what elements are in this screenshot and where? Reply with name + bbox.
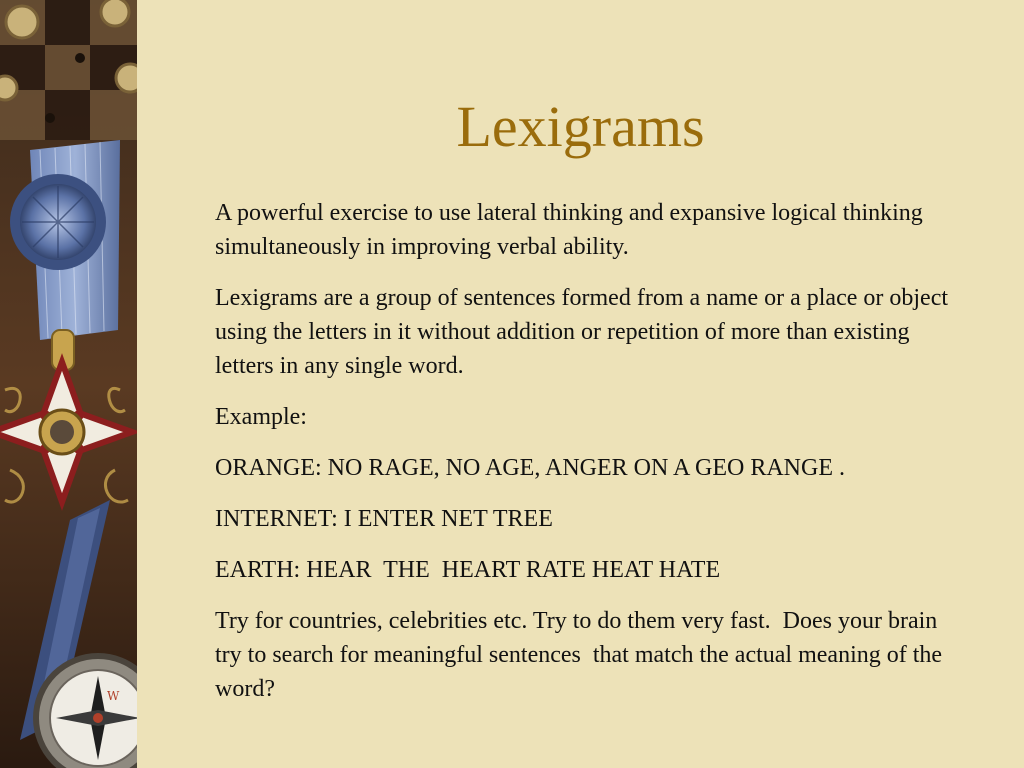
paragraph-example-orange: ORANGE: NO RAGE, NO AGE, ANGER ON A GEO RANGE . bbox=[215, 455, 845, 481]
paragraph-instructions: Try for countries, celebrities etc. Try to do them very fast. Does your brain try to search for meaningful sentences that match the actual meaning of the word? bbox=[215, 608, 949, 702]
slide-title: Lexigrams bbox=[456, 94, 705, 159]
svg-text:W: W bbox=[107, 689, 120, 703]
slide-body bbox=[215, 196, 960, 723]
paragraph-definition: A powerful exercise to use lateral thinking and expansive logical thinking simultaneously in improving verbal ability. bbox=[215, 200, 923, 260]
paragraph-example-internet: INTERNET: I ENTER NET TREE bbox=[215, 506, 553, 532]
paragraph-example-earth: EARTH: HEAR THE HEART RATE HEAT HATE bbox=[215, 557, 721, 583]
medal-collage-image bbox=[0, 0, 137, 768]
paragraph-example-label: Example: bbox=[215, 404, 307, 430]
paragraph-explanation: Lexigrams are a group of sentences formed from a name or a place or object using the letters in it without addition or repetition of more than existing letters in any single word. bbox=[215, 285, 949, 379]
